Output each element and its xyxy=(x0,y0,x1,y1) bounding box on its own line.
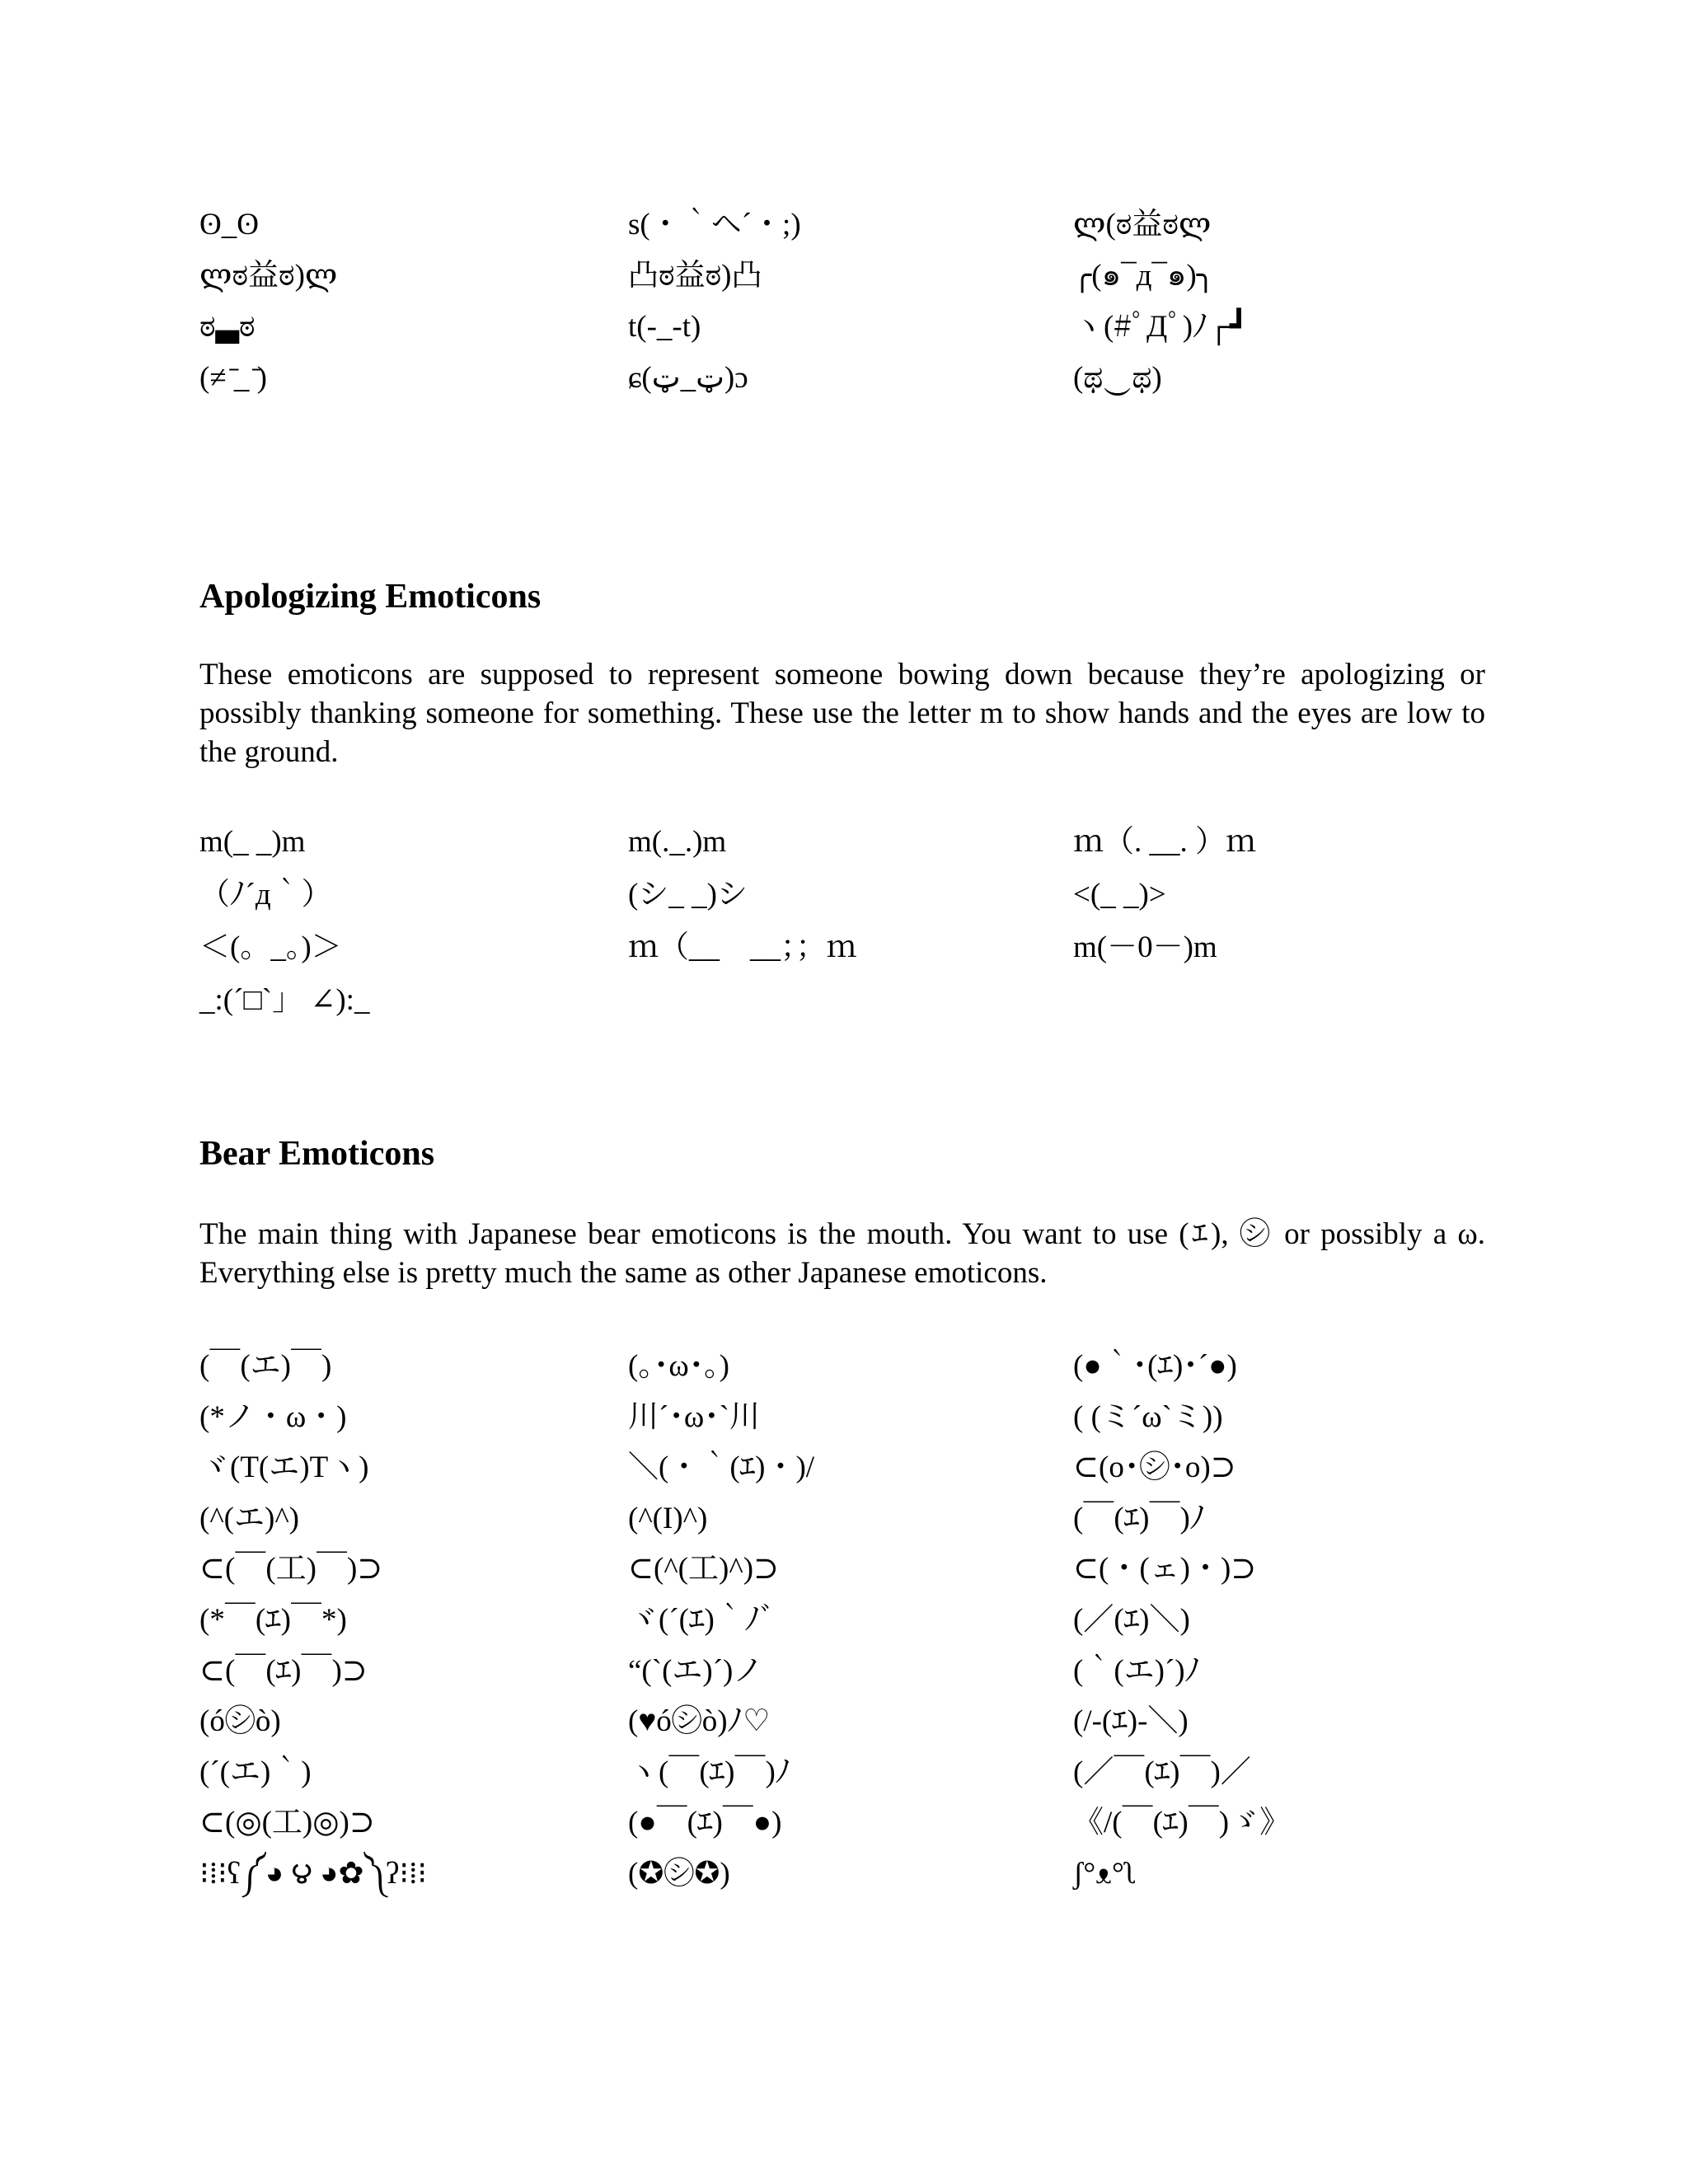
top-emoticon: (≠ ̄_ ̄) xyxy=(199,361,267,395)
bear-emoticon: (●｀･(ｴ)･´●) xyxy=(1073,1349,1237,1383)
apologizing-emoticon: m(_ _)m xyxy=(199,825,306,859)
bear-emoticon: (／￣(ｴ)￣)／ xyxy=(1073,1755,1251,1789)
bear-emoticon: (｀(エ)´)ﾉ xyxy=(1073,1653,1201,1688)
top-emoticon: ಠ▃ಠ xyxy=(199,310,256,344)
bear-emoticon: ヾ(T(エ)Tヽ) xyxy=(199,1451,369,1485)
top-emoticon: (ಥ‿ಥ) xyxy=(1073,361,1162,395)
bear-emoticon: ( (ミ´ω`ミ)) xyxy=(1073,1399,1223,1434)
top-emoticon: ╭(๑¯д¯๑)╮ xyxy=(1073,259,1215,293)
top-emoticon-grid xyxy=(199,199,1485,404)
apologizing-emoticon xyxy=(628,974,1073,1027)
bear-emoticon: (´(エ)｀) xyxy=(199,1755,312,1789)
bear-emoticon: (/-(ｴ)-＼) xyxy=(1073,1704,1189,1739)
bear-paragraph: The main thing with Japanese bear emoticons is the mouth. You want to use (ｴ), ㋛ or possibly a ω. Everything else is pretty much the same as other Japanese emoticons. xyxy=(199,1217,1485,1290)
bear-emoticon: ⊂(o･㋛･o)⊃ xyxy=(1073,1451,1236,1485)
bear-emoticon: (✪㋛✪) xyxy=(628,1856,730,1891)
bear-emoticon: (●￣(ｴ)￣●) xyxy=(628,1806,782,1840)
bear-emoticon: (*￣(ｴ)￣*) xyxy=(199,1602,347,1637)
bear-emoticon: (^(I)^) xyxy=(628,1501,708,1535)
top-emoticon: ʘ_ʘ xyxy=(199,208,259,241)
top-emoticon: ლಠ益ಠ)ლ xyxy=(199,259,338,293)
bear-emoticon: (ó㋛ò) xyxy=(199,1704,281,1739)
bear-emoticon: (｡･ω･｡) xyxy=(628,1349,729,1383)
apologizing-emoticon: ｍ（__ __；；ｍ xyxy=(628,930,857,964)
apologizing-emoticon: ＜(。_。)＞ xyxy=(199,930,342,964)
bear-emoticon: ⊂(・(ェ)・)⊃ xyxy=(1073,1552,1257,1586)
bear-emoticon: ＼(・｀(ｴ)・)/ xyxy=(628,1451,815,1485)
bear-emoticon-grid xyxy=(199,1341,1485,1900)
bear-emoticon: “(`(エ)´)ノ xyxy=(628,1653,764,1688)
apologizing-emoticon: m(._.)m xyxy=(628,825,727,859)
apologizing-emoticon: (シ_ _)シ xyxy=(628,878,748,912)
bear-emoticon: 川´･ω･`川 xyxy=(628,1399,760,1434)
bear-emoticon: ʃ°ᴥ°ʅ xyxy=(1073,1856,1137,1891)
top-emoticon: s(・｀ヘ´・;) xyxy=(628,208,801,241)
top-emoticon: t(-_-t) xyxy=(628,310,701,344)
bear-emoticon: (^(エ)^) xyxy=(199,1501,300,1535)
bear-emoticon: ⁝⁞⁝ʕ༼◕ ౪ ◕✿༽ʔ⁝⁞⁝ xyxy=(199,1856,428,1891)
apologizing-emoticon-grid xyxy=(199,816,1485,1027)
bear-emoticon: (／(ｴ)＼) xyxy=(1073,1602,1190,1637)
bear-emoticon: ヾ(´(ｴ)｀ﾉﾞ xyxy=(628,1602,776,1637)
apologizing-emoticon: <(_ _)> xyxy=(1073,878,1166,912)
top-emoticon: ლ(ಠ益ಠლ xyxy=(1073,208,1212,241)
bear-emoticon: (*ノ・ω・) xyxy=(199,1399,347,1434)
bear-heading: Bear Emoticons xyxy=(199,1135,435,1173)
apologizing-heading: Apologizing Emoticons xyxy=(199,578,542,616)
apologizing-emoticon: ｍ（. __. ）ｍ xyxy=(1073,825,1256,859)
bear-emoticon: ⊂(￣(工)￣)⊃ xyxy=(199,1552,383,1586)
bear-emoticon: ⊂(^(工)^)⊃ xyxy=(628,1552,780,1586)
bear-emoticon: (￣(ｴ)￣)ﾉ xyxy=(1073,1501,1206,1535)
bear-emoticon: (♥ó㋛ò)ﾉ♡ xyxy=(628,1704,771,1739)
top-emoticon: 凸ಠ益ಠ)凸 xyxy=(628,259,762,293)
bear-emoticon: ⊂(◎(工)◎)⊃ xyxy=(199,1806,375,1840)
bear-emoticon: (￣(エ)￣) xyxy=(199,1349,332,1383)
bear-emoticon: ⊂(￣(ｴ)￣)⊃ xyxy=(199,1653,368,1688)
apologizing-emoticon: （ﾉ´д｀） xyxy=(199,878,332,912)
apologizing-emoticon xyxy=(1073,974,1485,1027)
top-emoticon: ɕ(ټ_ټ)ɔ xyxy=(628,361,748,395)
bear-emoticon: 《/(￣(ｴ)￣)ゞ》 xyxy=(1073,1806,1291,1840)
bear-emoticon: ヽ(￣(ｴ)￣)ﾉ xyxy=(628,1755,791,1789)
apologizing-emoticon: m(－0－)m xyxy=(1073,930,1217,964)
apologizing-emoticon: _:(´□`」 ∠):_ xyxy=(199,983,370,1017)
apologizing-paragraph: These emoticons are supposed to represent someone bowing down because they’re apologizing or possibly thanking someone for something. These use the letter m to show hands and the eyes are low to the ground. xyxy=(199,658,1485,769)
top-emoticon: ヽ(#ﾟДﾟ)ﾉ┌┛ xyxy=(1073,310,1249,344)
